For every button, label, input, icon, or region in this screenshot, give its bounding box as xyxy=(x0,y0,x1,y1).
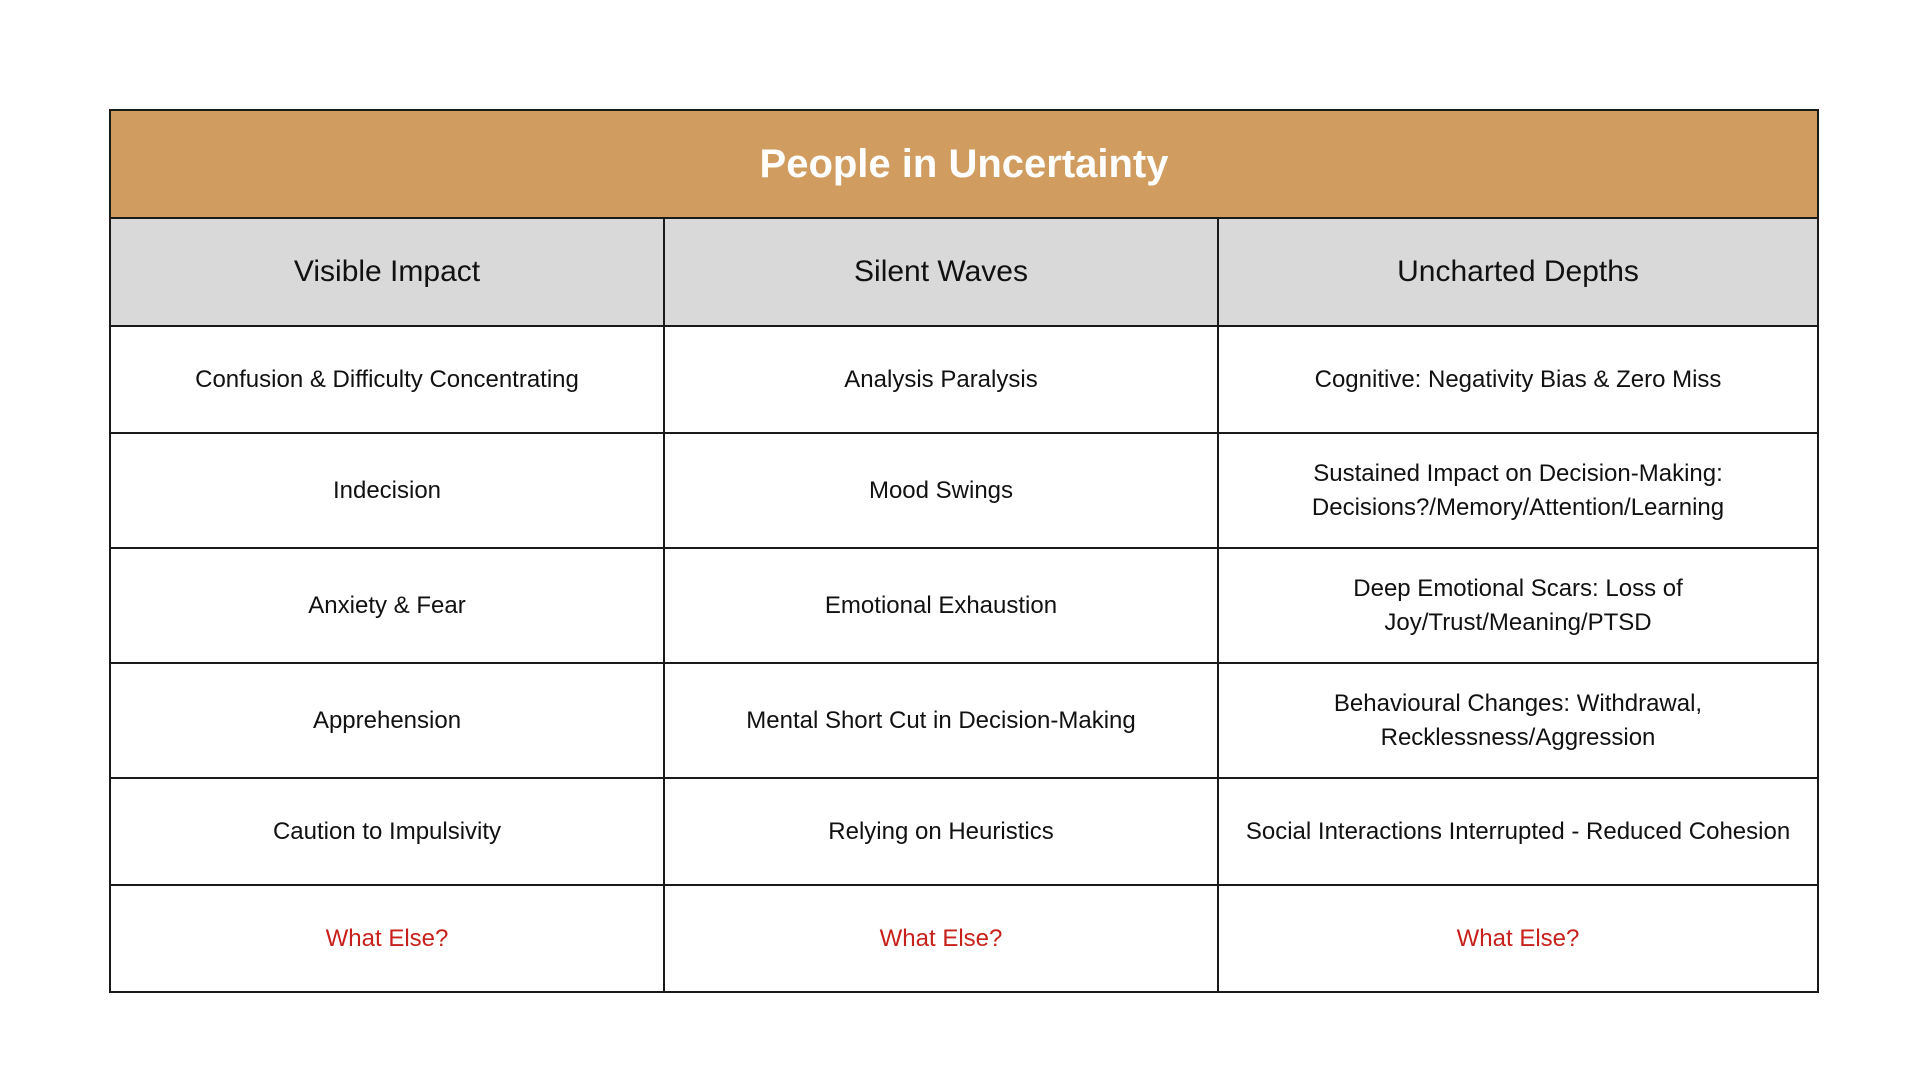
table-cell: Emotional Exhaustion xyxy=(664,548,1218,663)
title-row xyxy=(110,110,1818,218)
table-cell: Anxiety & Fear xyxy=(110,548,664,663)
what-else-prompt: What Else? xyxy=(110,885,664,992)
impact-table xyxy=(109,109,1819,993)
table-cell: Confusion & Difficulty Concentrating xyxy=(110,326,664,433)
table-cell: Sustained Impact on Decision-Making: Decisions?/Memory/Attention/Learning xyxy=(1218,433,1818,548)
table-cell: Mood Swings xyxy=(664,433,1218,548)
what-else-prompt: What Else? xyxy=(664,885,1218,992)
impact-table-container xyxy=(109,109,1817,993)
table-cell: Relying on Heuristics xyxy=(664,778,1218,885)
column-header-visible-impact: Visible Impact xyxy=(110,218,664,326)
prompt-row xyxy=(110,885,1818,992)
table-row xyxy=(110,778,1818,885)
table-cell: Indecision xyxy=(110,433,664,548)
header-row xyxy=(110,218,1818,326)
table-cell: Behavioural Changes: Withdrawal, Recklessness/Aggression xyxy=(1218,663,1818,778)
table-cell: Analysis Paralysis xyxy=(664,326,1218,433)
what-else-prompt: What Else? xyxy=(1218,885,1818,992)
table-row xyxy=(110,326,1818,433)
table-cell: Caution to Impulsivity xyxy=(110,778,664,885)
table-cell: Social Interactions Interrupted - Reduced Cohesion xyxy=(1218,778,1818,885)
column-header-silent-waves: Silent Waves xyxy=(664,218,1218,326)
table-cell: Apprehension xyxy=(110,663,664,778)
table-cell: Deep Emotional Scars: Loss of Joy/Trust/Meaning/PTSD xyxy=(1218,548,1818,663)
table-row xyxy=(110,548,1818,663)
table-row xyxy=(110,663,1818,778)
table-cell: Mental Short Cut in Decision-Making xyxy=(664,663,1218,778)
table-cell: Cognitive: Negativity Bias & Zero Miss xyxy=(1218,326,1818,433)
column-header-uncharted-depths: Uncharted Depths xyxy=(1218,218,1818,326)
table-row xyxy=(110,433,1818,548)
table-title: People in Uncertainty xyxy=(110,110,1818,218)
